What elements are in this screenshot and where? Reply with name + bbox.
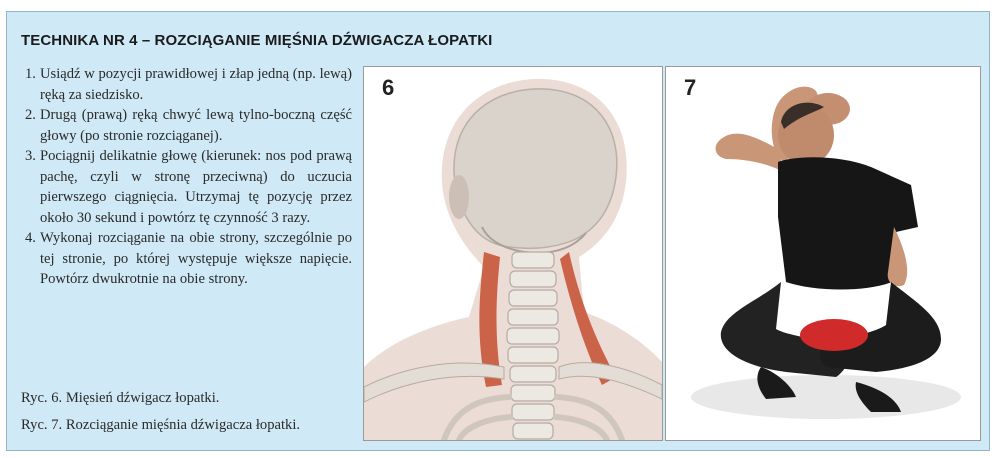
list-item <box>25 146 352 228</box>
step-text: Wykonaj rozciąganie na obie strony, szczególnie po tej stronie, po której występuje większe napięcie. Powtórz dwukrotnie na obie strony. <box>40 230 352 287</box>
step-number: 2. <box>25 107 36 123</box>
step-text: Usiądź w pozycji prawidłowej i złap jedną (np. lewą) ręką za siedzisko. <box>40 66 352 103</box>
figure-6-caption: Ryc. 6. Mięsień dźwigacz łopatki. <box>21 390 220 406</box>
figure-6-number: 6 <box>382 75 395 100</box>
step-number: 4. <box>25 230 36 246</box>
step-text: Drugą (prawą) ręką chwyć lewą tylno-boczną część głowy (po stronie rozciąganej). <box>40 107 352 144</box>
steps-list <box>25 64 352 290</box>
step-text: Pociągnij delikatnie głowę (kierunek: nos pod prawą pachę, czyli w stronę przeciwną) do uczucia pierwszego ciągnięcia. Utrzymaj tę pozycję przez około 30 sekund i powtórz tę czynność 3 razy. <box>40 148 352 226</box>
figure-6-anatomy <box>363 66 663 441</box>
list-item <box>25 64 352 105</box>
figure-7-photo <box>665 66 981 441</box>
technique-panel <box>6 11 990 451</box>
list-item <box>25 105 352 146</box>
list-item <box>25 228 352 290</box>
step-number: 1. <box>25 66 36 82</box>
step-number: 3. <box>25 148 36 164</box>
page-title: TECHNIKA NR 4 – ROZCIĄGANIE MIĘŚNIA DŹWIGACZA ŁOPATKI <box>21 32 493 49</box>
anatomy-illustration <box>364 67 662 440</box>
figure-7-number: 7 <box>684 75 697 100</box>
stretch-photo-illustration <box>666 67 980 440</box>
figure-7-caption: Ryc. 7. Rozciąganie mięśnia dźwigacza łopatki. <box>21 417 301 433</box>
